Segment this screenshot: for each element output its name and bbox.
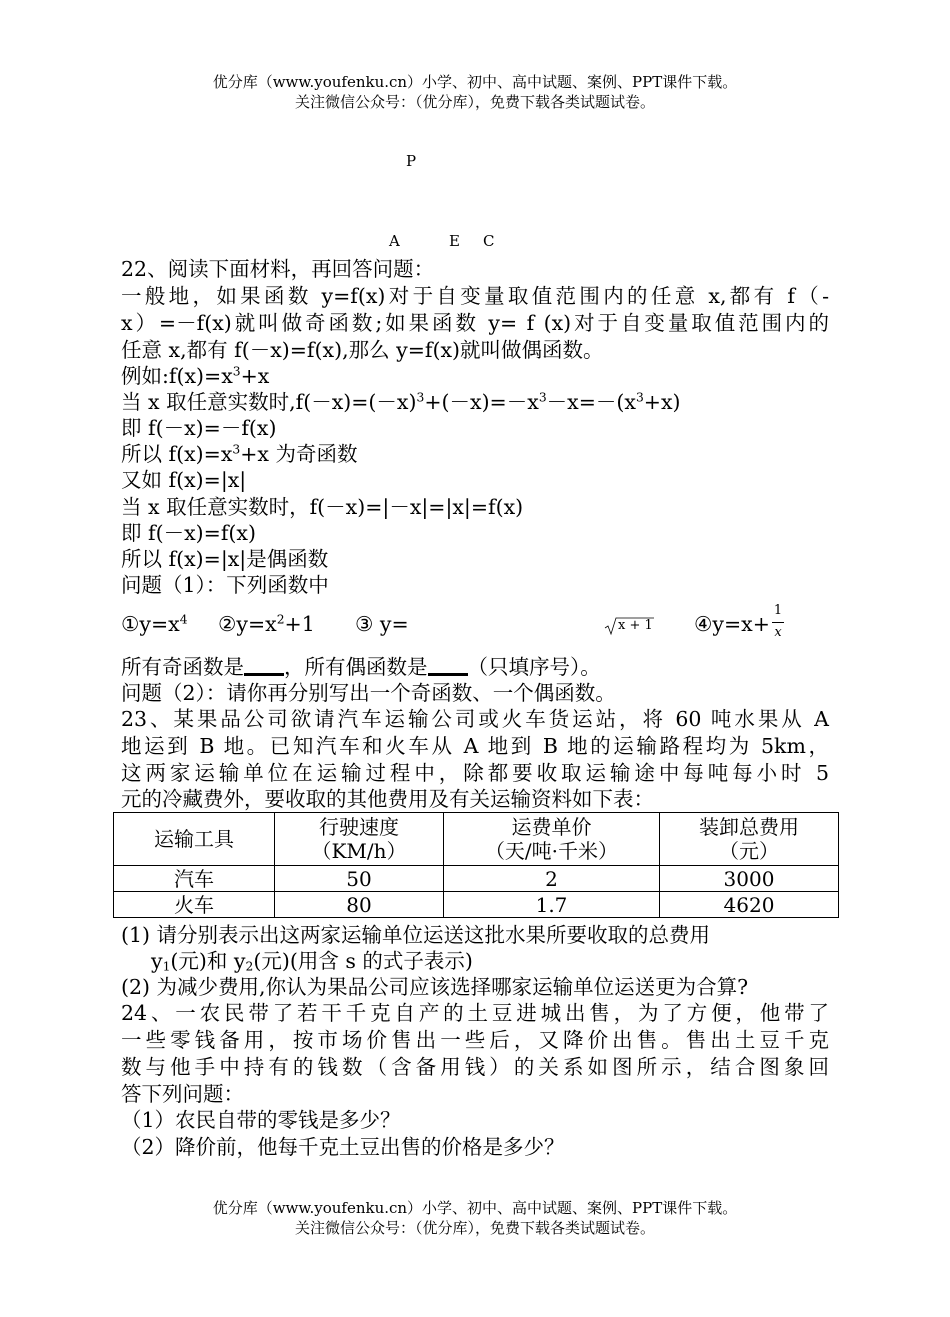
q22-example-2-exp-3: 3 (635, 390, 644, 405)
q22-option-2 (218, 611, 315, 637)
q22-line-3: 任意 x,都有 f(－x)=f(x),那么 y=f(x)就叫做偶函数。 (121, 338, 604, 362)
table-header-cost-2: （元） (719, 839, 779, 863)
q22-answer-b: ，所有偶函数是 (284, 655, 428, 679)
q22-example-8: 所以 f(x)=|x|是偶函数 (121, 547, 329, 571)
q22-example-2-exp-1: 3 (416, 390, 425, 405)
q24-line-3: 数与他手中持有的钱数（含备用钱）的关系如图所示，结合图象回 (121, 1055, 829, 1079)
q22-example-7: 即 f(－x)=f(x) (121, 521, 256, 545)
q23-sub-1-sub2: 2 (245, 959, 254, 974)
q22-answer-line (121, 654, 601, 680)
table-cell: 4620 (660, 892, 839, 918)
q22-example-3: 即 f(－x)=－f(x) (121, 416, 277, 440)
q23-sub-1-cont (151, 948, 473, 974)
table-header-cell (275, 813, 444, 866)
q22-example-2-exp-2: 3 (538, 390, 547, 405)
table-cell: 80 (275, 892, 444, 918)
table-cell: 3000 (660, 866, 839, 892)
q22-option-2-tail: +1 (284, 612, 315, 636)
q23-sub-1: (1) 请分别表示出这两家运输单位运送这批水果所要收取的总费用 (121, 923, 711, 947)
header-line-2: 关注微信公众号：（优分库），免费下载各类试题试卷。 (294, 93, 655, 111)
transport-table (113, 812, 839, 918)
q22-problem-1: 问题（1）：下列函数中 (121, 573, 329, 597)
sqrt-radicand: x + 1 (618, 618, 653, 633)
fraction-denominator: x (774, 625, 782, 640)
table-cell: 2 (444, 866, 660, 892)
q22-example-4-b: +x 为奇函数 (240, 442, 358, 466)
q22-option-3: ③ y= (355, 612, 409, 636)
footer-line-1: 优分库（www.youfenku.cn）小学、初中、高中试题、案例、PPT课件下载。 (212, 1199, 738, 1217)
figure-label-p: P (406, 152, 417, 170)
q22-example-5: 又如 f(x)=|x| (121, 468, 247, 492)
q22-example-1-exp: 3 (232, 364, 241, 379)
q24-question-1: （1）农民自带的零钱是多少？ (121, 1108, 401, 1132)
figure-label-e: E (449, 232, 460, 250)
q22-example-4-exp: 3 (232, 442, 241, 457)
q22-option-2-exp: 2 (276, 612, 285, 627)
q24-question-2: （2）降价前，他每千克土豆出售的价格是多少？ (121, 1135, 565, 1159)
q23-sub-2: (2) 为减少费用,你认为果品公司应该选择哪家运输单位运送更为合算? (121, 975, 749, 999)
q22-line-1: 一般地，如果函数 y=f(x)对于自变量取值范围内的任意 x,都有 f（- (121, 284, 829, 308)
q23-sub-1-sub1: 1 (162, 959, 171, 974)
q22-example-2-d: +x) (643, 390, 681, 414)
q23-line-1: 23、某果品公司欲请汽车运输公司或火车货运站，将 60 吨水果从 A (121, 707, 829, 731)
table-cell: 火车 (114, 892, 275, 918)
q23-sub-1-a: y (151, 949, 163, 973)
footer-line-2: 关注微信公众号：（优分库），免费下载各类试题试卷。 (294, 1219, 655, 1237)
q24-line-1: 24、一农民带了若干千克自产的土豆进城出售，为了方便，他带了 (121, 1001, 829, 1025)
q22-title: 22、阅读下面材料，再回答问题： (121, 257, 435, 281)
q22-example-4-a: 所以 f(x)=x (121, 442, 233, 466)
q22-option-1 (121, 611, 188, 637)
table-header-cell (660, 813, 839, 866)
table-row (114, 866, 839, 892)
q22-example-1-b: +x (240, 364, 270, 388)
table-header-price-2: （天/吨·千米） (484, 839, 619, 863)
q23-sub-1-b: (元)和 y (170, 949, 246, 973)
table-header-speed-1: 行驶速度 (319, 815, 399, 839)
q22-answer-a: 所有奇函数是 (121, 655, 244, 679)
figure-label-a: A (389, 232, 400, 250)
fraction-bar (772, 622, 784, 623)
q22-line-2: x）=－f(x)就叫做奇函数;如果函数 y= f (x)对于自变量取值范围内的 (121, 311, 829, 335)
table-cell: 1.7 (444, 892, 660, 918)
header-line-1: 优分库（www.youfenku.cn）小学、初中、高中试题、案例、PPT课件下载。 (212, 73, 738, 91)
q22-example-1 (121, 363, 269, 389)
table-header-cell (444, 813, 660, 866)
q22-example-4 (121, 441, 358, 467)
q22-option-2-text: ②y=x (218, 612, 277, 636)
q22-example-2-b: +(－x)=－x (424, 390, 539, 414)
q24-line-2: 一些零钱备用，按市场价售出一些后，又降价出售。售出土豆千克 (121, 1028, 829, 1052)
table-header-cost-1: 装卸总费用 (699, 815, 799, 839)
table-cell: 汽车 (114, 866, 275, 892)
q22-example-2-c: －x=－(x (546, 390, 636, 414)
table-header-speed-2: （KM/h） (311, 839, 407, 863)
q22-example-1-a: 例如:f(x)=x (121, 364, 233, 388)
table-header-cell: 运输工具 (114, 813, 275, 866)
even-answer-blank[interactable] (428, 655, 468, 676)
table-header-price-1: 运费单价 (511, 815, 592, 839)
q22-example-6: 当 x 取任意实数时，f(－x)=|－x|=|x|=f(x) (121, 495, 524, 519)
q23-sub-1-c: (元)(用含 s 的式子表示) (253, 949, 473, 973)
q23-line-2: 地运到 B 地。已知汽车和火车从 A 地到 B 地的运输路程均为 5km， (121, 734, 829, 758)
q22-answer-c: （只填序号）。 (467, 655, 601, 679)
table-header-row (114, 813, 839, 866)
q23-line-4: 元的冷藏费外，要收取的其他费用及有关运输资料如下表： (121, 787, 654, 811)
q22-option-1-text: ①y=x (121, 612, 180, 636)
q22-problem-2: 问题（2）：请你再分别写出一个奇函数、一个偶函数。 (121, 681, 616, 705)
fraction-numerator: 1 (773, 603, 783, 618)
q22-example-2-a: 当 x 取任意实数时,f(－x)=(－x) (121, 390, 417, 414)
q24-line-4: 答下列问题： (121, 1082, 244, 1106)
table-row (114, 892, 839, 918)
odd-answer-blank[interactable] (244, 655, 284, 676)
q22-option-1-exp: 4 (179, 612, 188, 627)
q22-option-4: ④y=x+ (694, 612, 770, 636)
q22-example-2 (121, 389, 681, 415)
table-cell: 50 (275, 866, 444, 892)
q23-line-3: 这两家运输单位在运输过程中，除都要收取运输途中每吨每小时 5 (121, 761, 829, 785)
figure-label-c: C (483, 232, 495, 250)
